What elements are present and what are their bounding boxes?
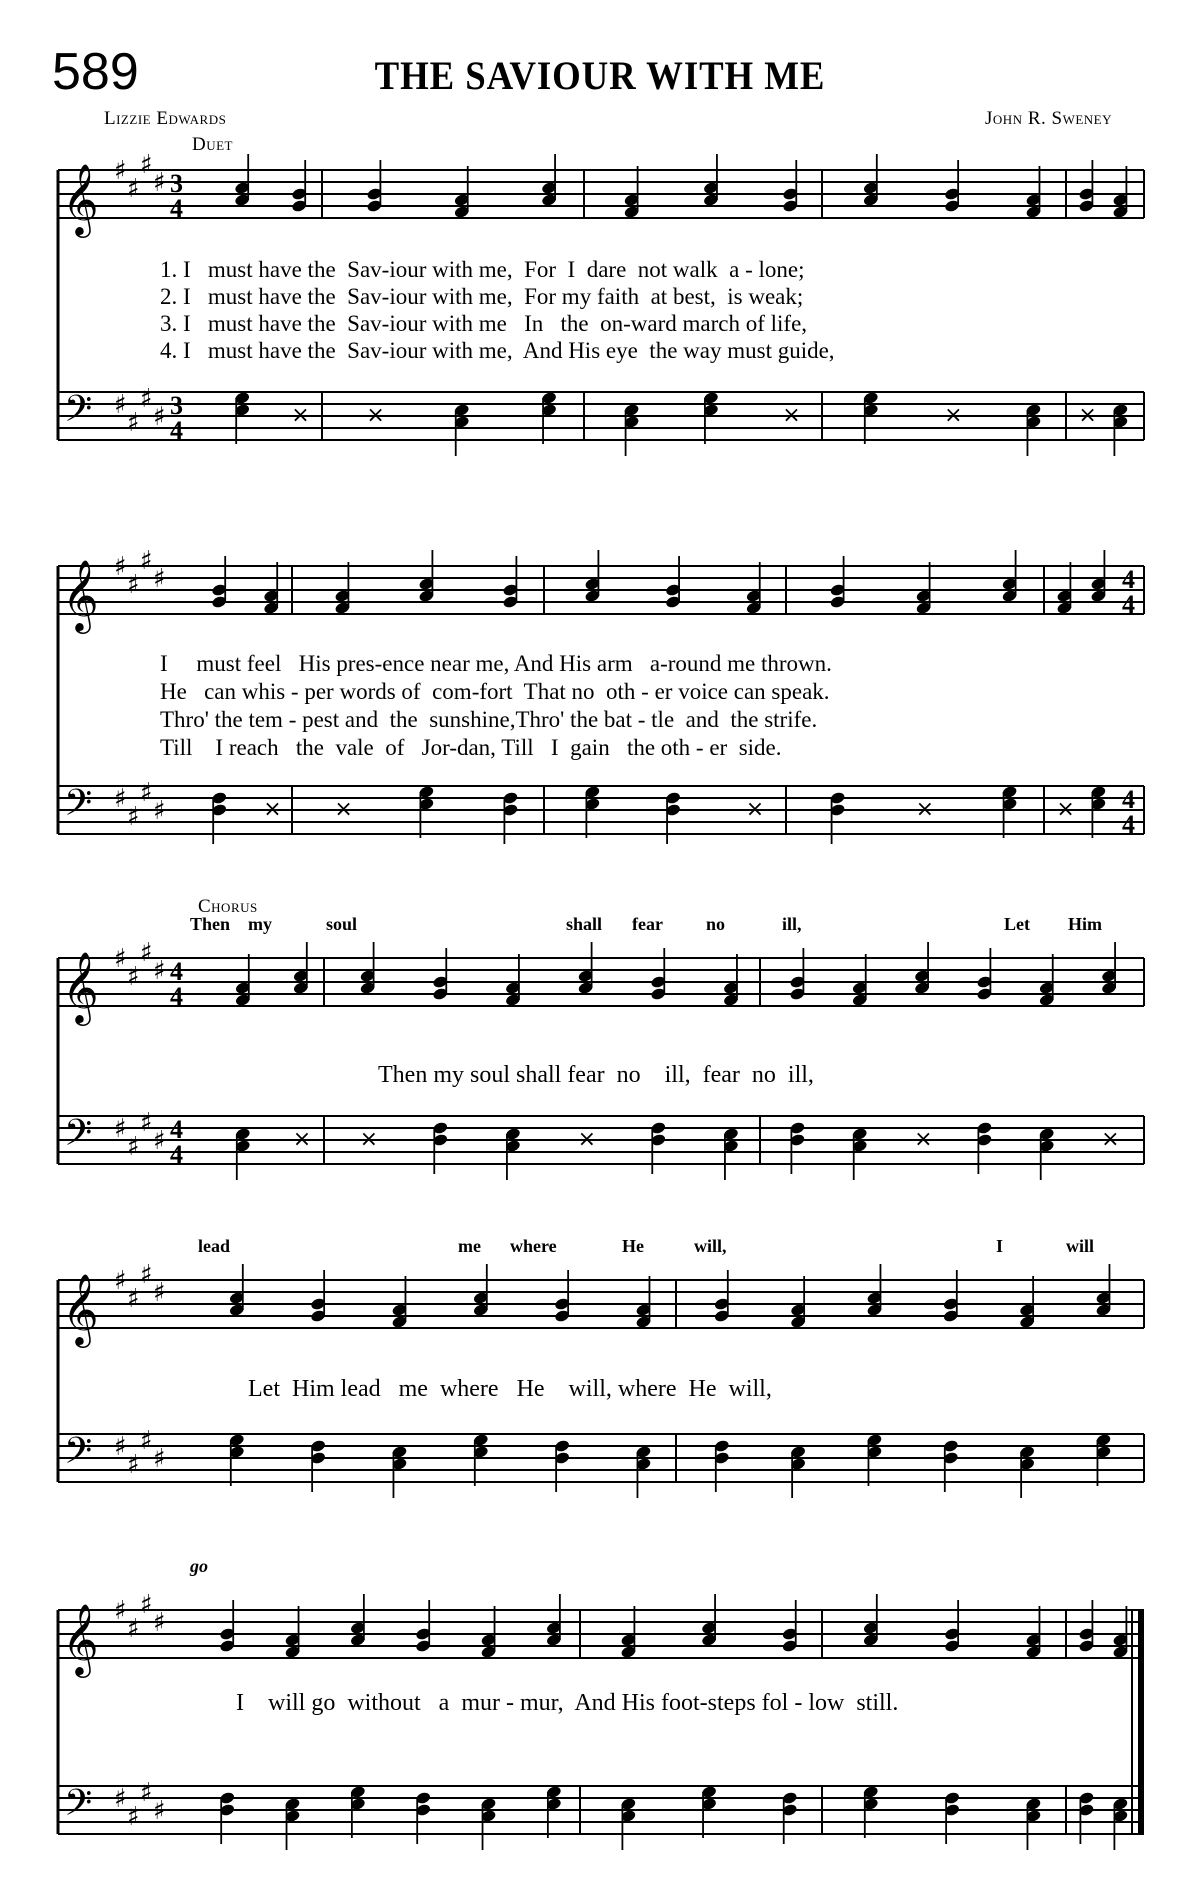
- sharp-icon: ♯: [127, 1132, 140, 1162]
- chorus-cue-word: will,: [694, 1236, 727, 1256]
- svg-text:×: ×: [366, 403, 385, 428]
- svg-text:×: ×: [292, 1127, 312, 1152]
- svg-text:×: ×: [782, 403, 801, 428]
- chorus-cue-word: no: [706, 914, 726, 934]
- sharp-icon: ♯: [114, 1266, 127, 1296]
- bass-clef-icon: 𝄢: [64, 388, 93, 439]
- chorus-cue-word: where: [510, 1236, 557, 1256]
- sharp-icon: ♯: [127, 570, 140, 600]
- sharp-icon: ♯: [140, 384, 153, 414]
- svg-text:×: ×: [263, 797, 282, 822]
- hymn-number: 589: [52, 43, 139, 101]
- sharp-icon: ♯: [127, 962, 140, 992]
- notes: [234, 154, 1129, 456]
- svg-text:×: ×: [359, 1127, 379, 1152]
- svg-text:×: ×: [334, 797, 353, 822]
- bass-clef-icon: 𝄢: [64, 782, 93, 833]
- sharp-icon: ♯: [140, 1260, 153, 1290]
- sharp-icon: ♯: [114, 1596, 127, 1626]
- chorus-cue-word: shall: [566, 914, 603, 934]
- hymn-title: THE SAVIOUR WITH ME: [374, 53, 826, 98]
- sharp-icon: ♯: [140, 938, 153, 968]
- svg-text:×: ×: [745, 797, 765, 822]
- verse-2-line-b: He can whis - per words of com-fort That no oth - er voice can speak.: [160, 679, 830, 704]
- verse-3-line-a: 3. I must have the Sav-iour with me In the on-ward march of life,: [160, 311, 808, 336]
- sharp-icon: ♯: [114, 944, 127, 974]
- treble-clef-icon: 𝄞: [62, 558, 99, 631]
- sharp-icon: ♯: [153, 1278, 166, 1308]
- sharp-icon: ♯: [140, 1108, 153, 1138]
- time-signature: 4: [170, 416, 183, 445]
- chorus-cue-word: soul: [326, 914, 358, 934]
- time-signature: 3: [170, 391, 183, 420]
- chorus-cue-word: He: [622, 1236, 644, 1256]
- sharp-icon: ♯: [114, 156, 127, 186]
- chorus-cue-word: will: [1066, 1236, 1095, 1256]
- chorus-cue-word: Let: [1004, 914, 1030, 934]
- verse-4-line-a: 4. I must have the Sav-iour with me, And His eye the way must guide,: [160, 338, 835, 363]
- time-signature: 4: [170, 982, 183, 1011]
- sharp-icon: ♯: [153, 564, 166, 594]
- chorus-cue-word: I: [996, 1236, 1004, 1256]
- sharp-icon: ♯: [140, 1426, 153, 1456]
- sharp-icon: ♯: [140, 778, 153, 808]
- notes: [219, 1594, 1129, 1850]
- sharp-icon: ♯: [114, 1432, 127, 1462]
- chorus-cue-word: fear: [632, 914, 663, 934]
- svg-text:×: ×: [915, 797, 935, 822]
- sharp-icon: ♯: [127, 802, 140, 832]
- time-signature: 4: [1122, 590, 1135, 619]
- sharp-icon: ♯: [114, 390, 127, 420]
- sharp-icon: ♯: [127, 408, 140, 438]
- svg-text:×: ×: [291, 403, 310, 428]
- bass-clef-icon: 𝄢: [64, 1782, 93, 1833]
- sharp-icon: ♯: [153, 402, 166, 432]
- svg-text:×: ×: [577, 1127, 597, 1152]
- sharp-icon: ♯: [153, 1444, 166, 1474]
- verse-3-line-b: Thro' the tem - pest and the sunshine,Thro' the bat - tle and the strife.: [160, 707, 818, 732]
- treble-clef-icon: 𝄞: [62, 1272, 99, 1345]
- composer-credit: John R. Sweney: [985, 108, 1112, 129]
- time-signature: 4: [1122, 785, 1135, 814]
- bass-clef-icon: 𝄢: [64, 1112, 93, 1163]
- sharp-icon: ♯: [140, 546, 153, 576]
- chorus-cue-word: lead: [198, 1236, 231, 1256]
- sharp-icon: ♯: [127, 1284, 140, 1314]
- chorus-cue-word: Then: [190, 914, 231, 934]
- svg-text:×: ×: [1078, 403, 1097, 428]
- sharp-icon: ♯: [127, 1450, 140, 1480]
- sharp-icon: ♯: [114, 1784, 127, 1814]
- svg-text:×: ×: [944, 403, 963, 428]
- sharp-icon: ♯: [114, 784, 127, 814]
- time-signature: 4: [170, 194, 183, 223]
- sharp-icon: ♯: [140, 1590, 153, 1620]
- sharp-icon: ♯: [153, 1126, 166, 1156]
- chorus-lyric-3: I will go without a mur - mur, And His foot-steps fol - low still.: [236, 1690, 899, 1716]
- sharp-icon: ♯: [127, 1802, 140, 1832]
- svg-text:×: ×: [914, 1127, 933, 1152]
- chorus-cue-word: Him: [1068, 914, 1102, 934]
- chorus-lyric-1: Then my soul shall fear no ill, fear no ill,: [378, 1062, 814, 1088]
- svg-text:×: ×: [1056, 797, 1075, 822]
- duet-marking: Duet: [192, 134, 233, 155]
- treble-clef-icon: 𝄞: [62, 1602, 99, 1675]
- sharp-icon: ♯: [127, 174, 140, 204]
- treble-clef-icon: 𝄞: [62, 950, 99, 1023]
- sharp-icon: ♯: [114, 1114, 127, 1144]
- sharp-icon: ♯: [140, 1778, 153, 1808]
- verse-1-line-b: I must feel His pres-ence near me, And His arm a-round me thrown.: [160, 651, 832, 676]
- sharp-icon: ♯: [153, 796, 166, 826]
- verse-2-line-a: 2. I must have the Sav-iour with me, For my faith at best, is weak;: [160, 284, 804, 309]
- chorus-cue-go: go: [190, 1556, 208, 1576]
- sharp-icon: ♯: [127, 1614, 140, 1644]
- treble-clef-icon: 𝄞: [62, 162, 99, 235]
- notes: [211, 550, 1107, 844]
- bass-staff: [58, 392, 1144, 440]
- chorus-marking: Chorus: [198, 896, 258, 917]
- sharp-icon: ♯: [153, 956, 166, 986]
- bass-staff: [58, 1434, 1144, 1482]
- notes: [235, 942, 1120, 1180]
- sharp-icon: ♯: [114, 552, 127, 582]
- treble-staff: [58, 1280, 1144, 1328]
- notes: [229, 1264, 1112, 1498]
- time-signature: 4: [170, 1140, 183, 1169]
- chorus-cue-word: me: [458, 1236, 481, 1256]
- sharp-icon: ♯: [153, 168, 166, 198]
- verse-4-line-b: Till I reach the vale of Jor-dan, Till I gain the oth - er side.: [160, 735, 782, 760]
- time-signature: 3: [170, 169, 183, 198]
- sharp-icon: ♯: [153, 1608, 166, 1638]
- sharp-icon: ♯: [153, 1796, 166, 1826]
- bass-clef-icon: 𝄢: [64, 1430, 93, 1481]
- lyricist-credit: Lizzie Edwards: [104, 108, 227, 129]
- time-signature: 4: [170, 957, 183, 986]
- chorus-cue-word: ill,: [782, 914, 802, 934]
- time-signature: 4: [170, 1115, 183, 1144]
- verse-1-line-a: 1. I must have the Sav-iour with me, For I dare not walk a - lone;: [160, 257, 805, 282]
- svg-text:×: ×: [1101, 1127, 1120, 1152]
- time-signature: 4: [1122, 565, 1135, 594]
- chorus-cue-word: my: [248, 914, 272, 934]
- time-signature: 4: [1122, 810, 1135, 839]
- sharp-icon: ♯: [140, 150, 153, 180]
- chorus-lyric-2: Let Him lead me where He will, where He will,: [248, 1376, 772, 1402]
- treble-staff: [58, 170, 1144, 218]
